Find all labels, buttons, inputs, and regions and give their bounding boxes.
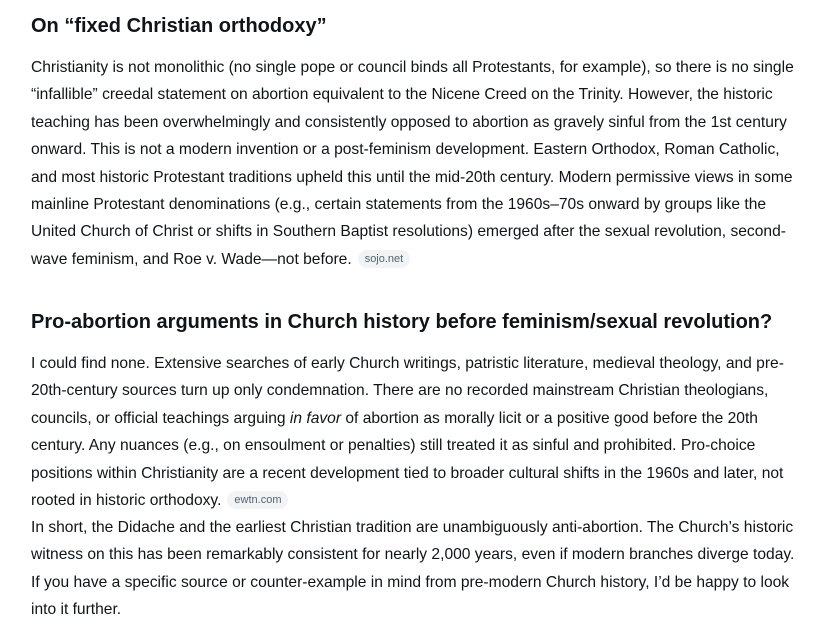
citation-chip-ewtn[interactable]: ewtn.com (227, 491, 288, 509)
paragraph-fixed-orthodoxy (31, 54, 806, 273)
paragraph-text: Christianity is not monolithic (no single pope or council binds all Protestants, for example), so there is no single “infallible” creedal statement on abortion equivalent to the Nicene Creed on the Trinity. However, the historic teaching has been overwhelmingly and consistently opposed to abortion as gravely sinful from the 1st century onward. This is not a modern invention or a post-feminism development. Eastern Orthodox, Roman Catholic, and most historic Protestant traditions upheld this until the mid-20th century. Modern permissive views in some mainline Protestant denominations (e.g., certain statements from the 1960s–70s onward by groups like the United Church of Christ or shifts in Southern Baptist resolutions) emerged after the sexual revolution, second-wave feminism, and Roe v. Wade—not before. (31, 59, 794, 268)
paragraph-summary: In short, the Didache and the earliest Christian tradition are unambiguously anti-abortion. The Church’s historic witness on this has been remarkably consistent for nearly 2,000 years, even if modern branches diverge today. If you have a specific source or counter-example in mind from pre-modern Church history, I’d be happy to look into it further. (31, 519, 795, 619)
section-heading-pro-abortion-history: Pro-abortion arguments in Church history before feminism/sexual revolution? (31, 311, 773, 333)
citation-chip-sojo[interactable]: sojo.net (358, 250, 411, 268)
paragraph-text-end: of abortion as morally licit or a positive good before the 20th century. Any nuances (e.g., on ensoulment or penalties) still treated it as sinful and prohibited. Pro-choice positions within Christianity are a recent development tied to broader cultural shifts in the 1960s and later, not rooted in historic orthodoxy. (31, 409, 784, 510)
emphasis-in-favor: in favor (289, 409, 342, 427)
section-heading-fixed-orthodoxy: On “fixed Christian orthodoxy” (31, 15, 327, 37)
paragraph-text-start: I could find none. Extensive searches of early Church writings, patristic literature, medieval theology, and pre-20th-century sources turn up only condemnation. There are no recorded mainstream Christian theologians, councils, or official teachings arguing (31, 355, 784, 427)
paragraph-pro-abortion-history (31, 350, 806, 514)
